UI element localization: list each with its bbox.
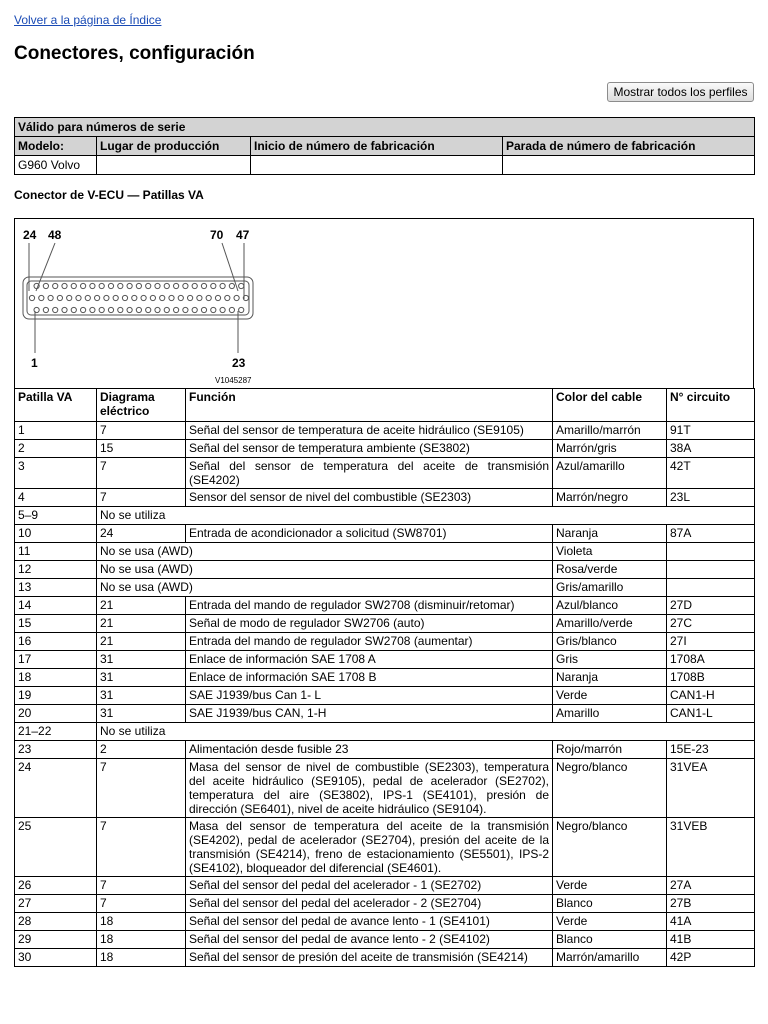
- connector-pin: [188, 295, 193, 300]
- connector-pin: [150, 295, 155, 300]
- cell-pin: 13: [15, 579, 97, 597]
- connector-pin: [225, 295, 230, 300]
- cell-not-used: No se usa (AWD): [97, 579, 553, 597]
- cell-circuit: 27D: [667, 597, 755, 615]
- pins-header-row: [15, 389, 755, 422]
- connector-pin: [229, 307, 234, 312]
- connector-pin: [141, 295, 146, 300]
- connector-pin: [220, 307, 225, 312]
- cell-diagram: 18: [97, 949, 186, 967]
- col-start-number: Inicio de número de fabricación: [251, 137, 503, 156]
- cell-circuit: CAN1-H: [667, 687, 755, 705]
- cell-wire-color: Naranja: [553, 669, 667, 687]
- cell-pin: 16: [15, 633, 97, 651]
- cell-circuit: 23L: [667, 489, 755, 507]
- connector-pin: [113, 295, 118, 300]
- table-row: [15, 741, 755, 759]
- cell-diagram: 7: [97, 489, 186, 507]
- cell-pin: 1: [15, 422, 97, 440]
- validity-column-headers: [15, 137, 755, 156]
- connector-pin: [39, 295, 44, 300]
- cell-pin: 18: [15, 669, 97, 687]
- cell-wire-color: Blanco: [553, 931, 667, 949]
- cell-circuit: 15E-23: [667, 741, 755, 759]
- connector-pin: [108, 283, 113, 288]
- cell-circuit: [667, 579, 755, 597]
- cell-pin: 10: [15, 525, 97, 543]
- cell-wire-color: Verde: [553, 913, 667, 931]
- connector-pin: [48, 295, 53, 300]
- table-row: [15, 440, 755, 458]
- cell-function: Sensor del sensor de nivel del combustible (SE2303): [186, 489, 553, 507]
- header-wire-color: Color del cable: [553, 389, 667, 422]
- cell-not-used: No se utiliza: [97, 507, 755, 525]
- cell-wire-color: Blanco: [553, 895, 667, 913]
- connector-pin: [90, 283, 95, 288]
- cell-circuit: [667, 561, 755, 579]
- cell-wire-color: Amarillo/marrón: [553, 422, 667, 440]
- table-row: [15, 669, 755, 687]
- cell-pin: 15: [15, 615, 97, 633]
- cell-diagram: 21: [97, 597, 186, 615]
- cell-function: Alimentación desde fusible 23: [186, 741, 553, 759]
- connector-pin: [206, 295, 211, 300]
- table-row: [15, 422, 755, 440]
- cell-pin: 30: [15, 949, 97, 967]
- cell-wire-color: Negro/blanco: [553, 818, 667, 877]
- cell-pin: 23: [15, 741, 97, 759]
- table-row: [15, 525, 755, 543]
- connector-pin: [164, 283, 169, 288]
- cell-circuit: 27A: [667, 877, 755, 895]
- connector-pin: [220, 283, 225, 288]
- table-row: [15, 877, 755, 895]
- cell-model: G960 Volvo: [15, 156, 97, 175]
- connector-pin: [164, 307, 169, 312]
- label-70: 70: [210, 228, 224, 242]
- connector-pin: [183, 307, 188, 312]
- cell-circuit: 87A: [667, 525, 755, 543]
- cell-wire-color: Amarillo: [553, 705, 667, 723]
- back-to-index-link[interactable]: Volver a la página de Índice: [14, 13, 162, 27]
- cell-function: Señal del sensor del pedal del acelerador - 2 (SE2704): [186, 895, 553, 913]
- connector-pin: [62, 307, 67, 312]
- cell-pin: 25: [15, 818, 97, 877]
- connector-pin: [71, 307, 76, 312]
- cell-pin: 24: [15, 759, 97, 818]
- cell-wire-color: Marrón/gris: [553, 440, 667, 458]
- cell-wire-color: Rosa/verde: [553, 561, 667, 579]
- cell-pin: 14: [15, 597, 97, 615]
- connector-pin: [43, 283, 48, 288]
- cell-diagram: 2: [97, 741, 186, 759]
- cell-function: Señal del sensor de temperatura del aceite de transmisión (SE4202): [186, 458, 553, 489]
- label-1: 1: [31, 356, 38, 370]
- cell-function: SAE J1939/bus Can 1- L: [186, 687, 553, 705]
- col-model: Modelo:: [15, 137, 97, 156]
- connector-pin: [239, 283, 244, 288]
- validity-row: [15, 156, 755, 175]
- cell-wire-color: Gris/blanco: [553, 633, 667, 651]
- cell-diagram: 31: [97, 705, 186, 723]
- connector-pin: [201, 283, 206, 288]
- cell-wire-color: Gris/amarillo: [553, 579, 667, 597]
- cell-pin: 2: [15, 440, 97, 458]
- connector-pin: [122, 295, 127, 300]
- cell-wire-color: Marrón/negro: [553, 489, 667, 507]
- connector-pin: [62, 283, 67, 288]
- section-title: Conector de V-ECU — Patillas VA: [14, 188, 204, 202]
- connector-diagram-box: [14, 218, 754, 389]
- connector-pin: [67, 295, 72, 300]
- connector-pin: [81, 307, 86, 312]
- cell-function: Enlace de información SAE 1708 B: [186, 669, 553, 687]
- cell-pin: 17: [15, 651, 97, 669]
- label-23: 23: [232, 356, 246, 370]
- connector-pin: [215, 295, 220, 300]
- table-row: [15, 895, 755, 913]
- cell-diagram: 15: [97, 440, 186, 458]
- connector-pin: [192, 307, 197, 312]
- header-function: Función: [186, 389, 553, 422]
- cell-diagram: 7: [97, 818, 186, 877]
- serial-validity-table: [14, 117, 755, 175]
- table-row: [15, 651, 755, 669]
- cell-diagram: 31: [97, 669, 186, 687]
- cell-pin: 21–22: [15, 723, 97, 741]
- cell-pin: 29: [15, 931, 97, 949]
- table-row: [15, 597, 755, 615]
- connector-pin: [43, 307, 48, 312]
- cell-diagram: 31: [97, 651, 186, 669]
- cell-function: Masa del sensor de nivel de combustible (SE2303), temperatura del aceite hidráulico (SE9105), pedal de acelerador (SE2702), temperatura del aire (SE3802), IPS-1 (SE4101), presión de dirección (SE6401), nivel de aceite hidráulico (SE9104).: [186, 759, 553, 818]
- cell-pin: 12: [15, 561, 97, 579]
- cell-diagram: 7: [97, 422, 186, 440]
- cell-pin: 4: [15, 489, 97, 507]
- cell-function: Señal de modo de regulador SW2706 (auto): [186, 615, 553, 633]
- cell-function: Señal del sensor de presión del aceite de transmisión (SE4214): [186, 949, 553, 967]
- cell-diagram: 18: [97, 913, 186, 931]
- cell-wire-color: Verde: [553, 687, 667, 705]
- cell-wire-color: Violeta: [553, 543, 667, 561]
- cell-pin: 26: [15, 877, 97, 895]
- cell-diagram: 7: [97, 895, 186, 913]
- cell-circuit: 42T: [667, 458, 755, 489]
- cell-circuit: 41A: [667, 913, 755, 931]
- connector-pin: [174, 307, 179, 312]
- connector-pin: [192, 283, 197, 288]
- connector-pin: [127, 307, 132, 312]
- connector-pin: [183, 283, 188, 288]
- cell-function: Señal del sensor de temperatura ambiente (SE3802): [186, 440, 553, 458]
- table-row: [15, 723, 755, 741]
- connector-pin: [57, 295, 62, 300]
- table-row: [15, 705, 755, 723]
- cell-diagram: 7: [97, 759, 186, 818]
- validity-header: Válido para números de serie: [15, 118, 755, 137]
- connector-pin: [85, 295, 90, 300]
- connector-pin: [99, 307, 104, 312]
- connector-pin: [118, 307, 123, 312]
- cell-circuit: 1708A: [667, 651, 755, 669]
- cell-function: Masa del sensor de temperatura del aceite de la transmisión (SE4202), pedal de acelerador (SE2704), presión del aceite de la transmisión (SE4214), freno de estacionamiento (SE5501), IPS-2 (SE4102), bloqueador del diferencial (SE4601).: [186, 818, 553, 877]
- cell-diagram: 7: [97, 877, 186, 895]
- connector-pin: [229, 283, 234, 288]
- connector-pin: [201, 307, 206, 312]
- table-row: [15, 543, 755, 561]
- connector-pin: [146, 283, 151, 288]
- cell-pin: 27: [15, 895, 97, 913]
- cell-circuit: 91T: [667, 422, 755, 440]
- table-row: [15, 615, 755, 633]
- connector-pin: [104, 295, 109, 300]
- cell-circuit: 38A: [667, 440, 755, 458]
- cell-circuit: 27B: [667, 895, 755, 913]
- connector-pin: [118, 283, 123, 288]
- cell-wire-color: Naranja: [553, 525, 667, 543]
- connector-pin: [53, 283, 58, 288]
- show-all-profiles-button[interactable]: Mostrar todos los perfiles: [607, 82, 754, 102]
- table-row: [15, 561, 755, 579]
- table-row: [15, 931, 755, 949]
- cell-circuit: CAN1-L: [667, 705, 755, 723]
- connector-pin: [155, 283, 160, 288]
- cell-diagram: 21: [97, 615, 186, 633]
- connector-pinout-diagram-icon: [15, 219, 753, 389]
- table-row: [15, 759, 755, 818]
- connector-pin: [76, 295, 81, 300]
- connector-pin: [174, 283, 179, 288]
- cell-not-used: No se usa (AWD): [97, 543, 553, 561]
- cell-wire-color: Rojo/marrón: [553, 741, 667, 759]
- cell-not-used: No se utiliza: [97, 723, 755, 741]
- cell-stop-number: [503, 156, 755, 175]
- cell-circuit: 41B: [667, 931, 755, 949]
- connector-pin: [29, 295, 34, 300]
- cell-wire-color: Verde: [553, 877, 667, 895]
- figure-id: V1045287: [215, 376, 252, 385]
- cell-function: SAE J1939/bus CAN, 1-H: [186, 705, 553, 723]
- header-pin: Patilla VA: [15, 389, 97, 422]
- page-title: Conectores, configuración: [14, 43, 255, 64]
- table-row: [15, 913, 755, 931]
- cell-circuit: 31VEA: [667, 759, 755, 818]
- connector-pin: [211, 307, 216, 312]
- connector-pin: [136, 283, 141, 288]
- cell-pin: 20: [15, 705, 97, 723]
- connector-pin: [53, 307, 58, 312]
- table-row: [15, 818, 755, 877]
- cell-start-number: [251, 156, 503, 175]
- cell-pin: 3: [15, 458, 97, 489]
- cell-function: Entrada del mando de regulador SW2708 (disminuir/retomar): [186, 597, 553, 615]
- col-production-place: Lugar de producción: [97, 137, 251, 156]
- header-diagram: Diagrama eléctrico: [97, 389, 186, 422]
- connector-pin: [95, 295, 100, 300]
- connector-pin: [132, 295, 137, 300]
- connector-pin: [169, 295, 174, 300]
- cell-function: Señal del sensor del pedal de avance lento - 1 (SE4101): [186, 913, 553, 931]
- cell-circuit: [667, 543, 755, 561]
- cell-circuit: 27I: [667, 633, 755, 651]
- cell-circuit: 27C: [667, 615, 755, 633]
- connector-pin: [197, 295, 202, 300]
- cell-diagram: 21: [97, 633, 186, 651]
- cell-wire-color: Amarillo/verde: [553, 615, 667, 633]
- cell-function: Entrada del mando de regulador SW2708 (aumentar): [186, 633, 553, 651]
- cell-diagram: 18: [97, 931, 186, 949]
- connector-pin: [239, 307, 244, 312]
- cell-circuit: 42P: [667, 949, 755, 967]
- connector-pin: [90, 307, 95, 312]
- connector-pin: [81, 283, 86, 288]
- cell-wire-color: Azul/amarillo: [553, 458, 667, 489]
- table-row: [15, 633, 755, 651]
- table-row: [15, 579, 755, 597]
- cell-pin: 5–9: [15, 507, 97, 525]
- connector-pin: [155, 307, 160, 312]
- cell-wire-color: Negro/blanco: [553, 759, 667, 818]
- label-47: 47: [236, 228, 250, 242]
- cell-circuit: 31VEB: [667, 818, 755, 877]
- cell-pin: 11: [15, 543, 97, 561]
- connector-pin: [178, 295, 183, 300]
- connector-pin: [108, 307, 113, 312]
- table-row: [15, 458, 755, 489]
- cell-function: Señal del sensor del pedal del acelerador - 1 (SE2702): [186, 877, 553, 895]
- connector-pin: [146, 307, 151, 312]
- cell-pin: 19: [15, 687, 97, 705]
- cell-production-place: [97, 156, 251, 175]
- cell-circuit: 1708B: [667, 669, 755, 687]
- cell-function: Entrada de acondicionador a solicitud (SW8701): [186, 525, 553, 543]
- cell-diagram: 7: [97, 458, 186, 489]
- cell-wire-color: Gris: [553, 651, 667, 669]
- cell-not-used: No se usa (AWD): [97, 561, 553, 579]
- label-48: 48: [48, 228, 62, 242]
- cell-wire-color: Marrón/amarillo: [553, 949, 667, 967]
- cell-wire-color: Azul/blanco: [553, 597, 667, 615]
- connector-pin: [99, 283, 104, 288]
- cell-function: Enlace de información SAE 1708 A: [186, 651, 553, 669]
- cell-diagram: 24: [97, 525, 186, 543]
- label-24: 24: [23, 228, 37, 242]
- connector-pin: [127, 283, 132, 288]
- connector-pin: [71, 283, 76, 288]
- connector-pin: [211, 283, 216, 288]
- connector-pin: [234, 295, 239, 300]
- table-row: [15, 949, 755, 967]
- table-row: [15, 507, 755, 525]
- cell-pin: 28: [15, 913, 97, 931]
- cell-function: Señal del sensor de temperatura de aceite hidráulico (SE9105): [186, 422, 553, 440]
- cell-function: Señal del sensor del pedal de avance lento - 2 (SE4102): [186, 931, 553, 949]
- connector-pin: [160, 295, 165, 300]
- connector-pin: [136, 307, 141, 312]
- cell-diagram: 31: [97, 687, 186, 705]
- col-stop-number: Parada de número de fabricación: [503, 137, 755, 156]
- table-row: [15, 687, 755, 705]
- table-row: [15, 489, 755, 507]
- pins-table: [14, 388, 755, 967]
- header-circuit: N° circuito: [667, 389, 755, 422]
